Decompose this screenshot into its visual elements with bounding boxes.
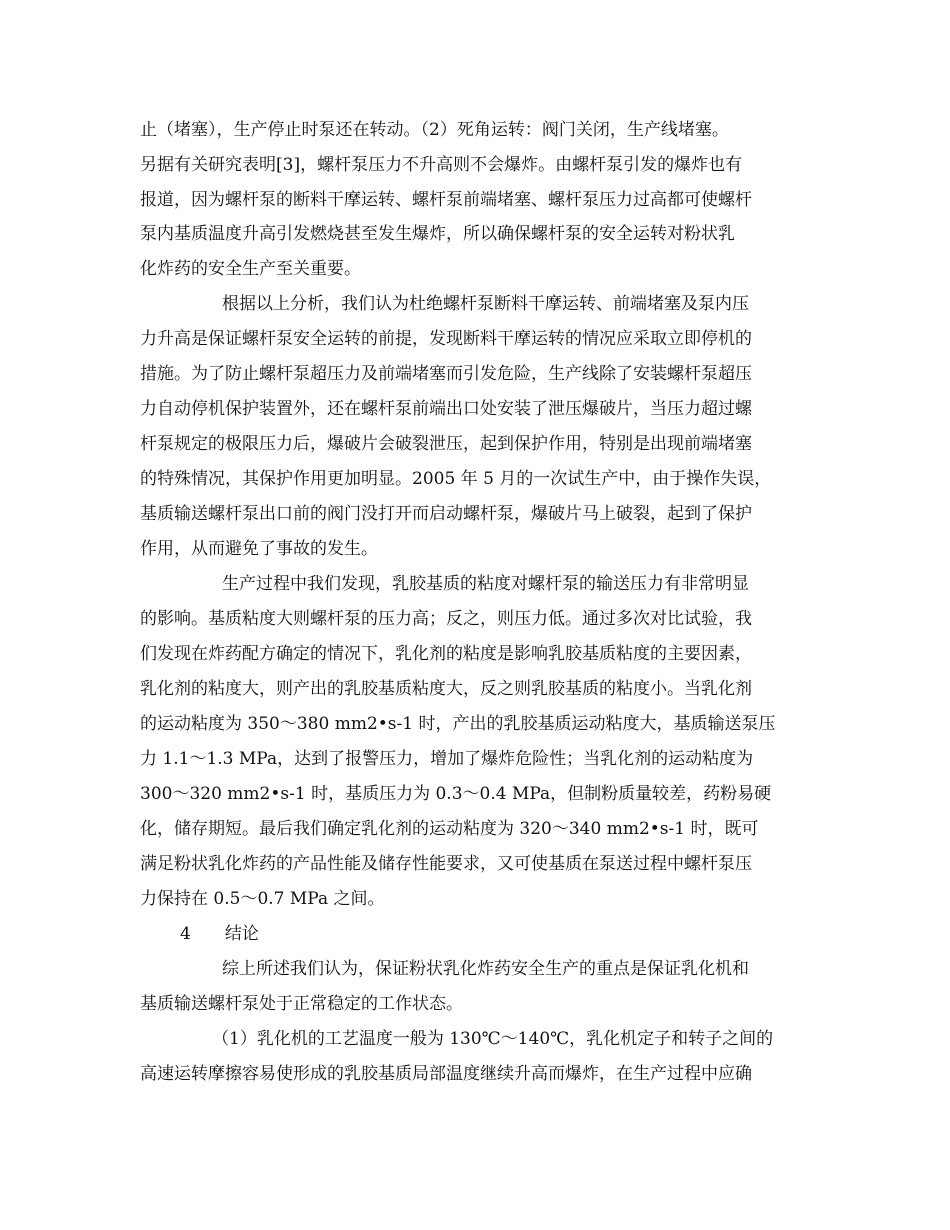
text-line: 力升高是保证螺杆泵安全运转的前提，发现断料干摩运转的情况应采取立即停机的 [140, 329, 752, 349]
text-line: 力 1.1～1.3 MPa，达到了报警压力，增加了爆炸危险性；当乳化剂的运动粘度为 [140, 749, 754, 769]
text-line: 化，储存期短。最后我们确定乳化剂的运动粘度为 320～340 mm2•s-1 时，既可 [140, 819, 759, 839]
text-line: 杆泵规定的极限压力后，爆破片会破裂泄压，起到保护作用，特别是出现前端堵塞 [140, 434, 752, 454]
text-line: 作用，从而避免了事故的发生。 [140, 539, 378, 559]
text-line: 满足粉状乳化炸药的产品性能及储存性能要求，又可使基质在泵送过程中螺杆泵压 [140, 854, 752, 874]
text-line: 的特殊情况，其保护作用更加明显。2005 年 5 月的一次试生产中，由于操作失误， [140, 469, 772, 489]
text-line: 基质输送螺杆泵出口前的阀门没打开而启动螺杆泵，爆破片马上破裂，起到了保护 [140, 504, 752, 524]
text-line: 乳化剂的粘度大，则产出的乳胶基质粘度大，反之则乳胶基质的粘度小。当乳化剂 [140, 679, 752, 699]
paragraph-first-line: 生产过程中我们发现，乳胶基质的粘度对螺杆泵的输送压力有非常明显 [222, 574, 749, 594]
text-line: 力保持在 0.5～0.7 MPa 之间。 [140, 889, 385, 909]
paragraph-first-line: 根据以上分析，我们认为杜绝螺杆泵断料干摩运转、前端堵塞及泵内压 [222, 294, 749, 314]
text-line: 止（堵塞），生产停止时泵还在转动。（2）死角运转：阀门关闭，生产线堵塞。 [140, 120, 729, 140]
text-line: 基质输送螺杆泵处于正常稳定的工作状态。 [140, 994, 463, 1014]
text-line: 化炸药的安全生产至关重要。 [140, 259, 361, 279]
text-line: 高速运转摩擦容易使形成的乳胶基质局部温度继续升高而爆炸，在生产过程中应确 [140, 1064, 752, 1084]
section-heading: 4 结论 [180, 924, 259, 944]
text-line: 们发现在炸药配方确定的情况下，乳化剂的粘度是影响乳胶基质粘度的主要因素， [140, 644, 752, 664]
paragraph-first-line: 综上所述我们认为，保证粉状乳化炸药安全生产的重点是保证乳化机和 [222, 959, 749, 979]
text-line: 另据有关研究表明[3]，螺杆泵压力不升高则不会爆炸。由螺杆泵引发的爆炸也有 [140, 155, 743, 175]
text-line: 泵内基质温度升高引发燃烧甚至发生爆炸，所以确保螺杆泵的安全运转对粉状乳 [140, 224, 735, 244]
text-line: 300～320 mm2•s-1 时，基质压力为 0.3～0.4 MPa，但制粉质量较差，药粉易硬 [140, 784, 772, 804]
text-line: 的运动粘度为 350～380 mm2•s-1 时，产出的乳胶基质运动粘度大，基质输送泵压 [140, 714, 776, 734]
paragraph-first-line: （1）乳化机的工艺温度一般为 130℃～140℃，乳化机定子和转子之间的 [212, 1029, 774, 1049]
text-line: 措施。为了防止螺杆泵超压力及前端堵塞而引发危险，生产线除了安装螺杆泵超压 [140, 364, 752, 384]
text-line: 的影响。基质粘度大则螺杆泵的压力高；反之，则压力低。通过多次对比试验，我 [140, 609, 752, 629]
text-line: 力自动停机保护装置外，还在螺杆泵前端出口处安装了泄压爆破片，当压力超过螺 [140, 399, 752, 419]
text-line: 报道，因为螺杆泵的断料干摩运转、螺杆泵前端堵塞、螺杆泵压力过高都可使螺杆 [140, 190, 752, 210]
